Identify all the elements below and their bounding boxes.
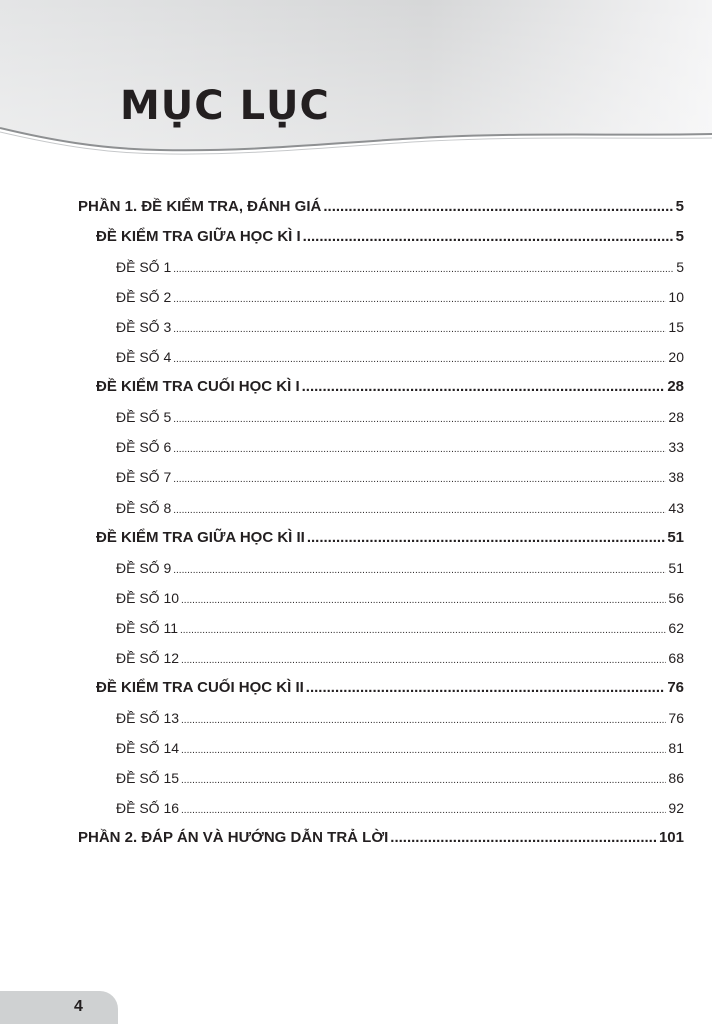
- toc-entry-page: 81: [668, 739, 684, 756]
- toc-dot-leader: [303, 226, 674, 248]
- toc-entry-page: 68: [668, 649, 684, 666]
- page-number: 4: [74, 998, 83, 1015]
- toc-dot-leader: [181, 770, 666, 792]
- toc-entry-page: 15: [668, 319, 684, 336]
- toc-subentry[interactable]: [116, 256, 684, 278]
- toc-entry-page: 43: [668, 499, 684, 516]
- toc-dot-leader: [173, 259, 674, 281]
- toc-subentry[interactable]: [116, 617, 684, 639]
- toc-subentry[interactable]: [116, 436, 684, 458]
- toc-section[interactable]: [96, 677, 684, 699]
- toc-entry-label: PHẦN 2. ĐÁP ÁN VÀ HƯỚNG DẪN TRẢ LỜI: [78, 829, 389, 847]
- toc-section[interactable]: [96, 527, 684, 549]
- toc-subentry[interactable]: [116, 557, 684, 579]
- toc-entry-label: ĐỀ SỐ 14: [116, 739, 180, 756]
- toc-entry-label: ĐỀ SỐ 16: [116, 800, 180, 816]
- toc-subentry[interactable]: [116, 286, 684, 308]
- toc-entry-page: 92: [668, 800, 684, 816]
- toc-entry-label: ĐỀ SỐ 6: [116, 439, 172, 456]
- toc-dot-leader: [173, 409, 666, 431]
- toc-dot-leader: [173, 500, 666, 522]
- toc-subentry[interactable]: [116, 406, 684, 428]
- toc-entry-page: 56: [668, 589, 684, 606]
- toc-entry-page: 51: [667, 528, 684, 546]
- toc-entry-page: 20: [668, 349, 684, 366]
- toc-entry-label: ĐỀ SỐ 3: [116, 319, 172, 336]
- toc-entry-label: PHẦN 1. ĐỀ KIỂM TRA, ĐÁNH GIÁ: [78, 198, 322, 215]
- toc-dot-leader: [173, 349, 666, 371]
- toc-dot-leader: [307, 527, 665, 549]
- toc-entry-page: 62: [668, 619, 684, 636]
- toc-entry-label: ĐỀ KIỂM TRA GIỮA HỌC KÌ II: [96, 528, 305, 546]
- toc-dot-leader: [180, 620, 666, 642]
- toc-subentry[interactable]: [116, 346, 684, 368]
- toc-dot-leader: [173, 560, 666, 582]
- toc-entry-page: 5: [675, 198, 684, 215]
- toc-section[interactable]: [96, 226, 684, 248]
- header-wave-graphic: [0, 0, 712, 180]
- toc-entry-label: ĐỀ SỐ 9: [116, 559, 172, 576]
- toc-subentry[interactable]: [116, 497, 684, 519]
- toc-dot-leader: [173, 319, 666, 341]
- toc-entry-label: ĐỀ SỐ 11: [116, 619, 178, 636]
- page-title: MỤC LỤC: [120, 83, 330, 129]
- toc-entry-page: 86: [668, 769, 684, 786]
- toc-entry-page: 76: [668, 709, 684, 726]
- toc-dot-leader: [173, 289, 666, 311]
- toc-entry-page: 28: [668, 409, 684, 426]
- toc-entry-page: 28: [667, 378, 684, 396]
- toc-entry-page: 33: [668, 439, 684, 456]
- toc-entry-page: 5: [675, 228, 684, 246]
- toc-dot-leader: [173, 439, 666, 461]
- toc-subentry[interactable]: [116, 797, 684, 819]
- toc-entry-label: ĐỀ SỐ 12: [116, 649, 180, 666]
- toc-entry-label: ĐỀ SỐ 2: [116, 289, 172, 306]
- toc-subentry[interactable]: [116, 587, 684, 609]
- toc-entry-page: 76: [667, 678, 684, 696]
- toc-subentry[interactable]: [116, 466, 684, 488]
- toc-dot-leader: [181, 650, 666, 672]
- toc-entry-label: ĐỀ SỐ 15: [116, 769, 180, 786]
- toc-entry-label: ĐỀ SỐ 5: [116, 409, 172, 426]
- toc-dot-leader: [302, 376, 666, 398]
- toc-subentry[interactable]: [116, 737, 684, 759]
- toc-section[interactable]: [96, 376, 684, 398]
- toc-part[interactable]: [78, 827, 684, 849]
- toc-entry-page: 10: [668, 289, 684, 306]
- toc-entry-label: ĐỀ KIỂM TRA GIỮA HỌC KÌ I: [96, 228, 301, 246]
- toc-entry-label: ĐỀ SỐ 10: [116, 589, 180, 606]
- toc-dot-leader: [306, 677, 666, 699]
- toc-entry-label: ĐỀ SỐ 4: [116, 349, 172, 366]
- page-number-tab: [0, 991, 118, 1024]
- toc-subentry[interactable]: [116, 647, 684, 669]
- toc-part[interactable]: [78, 196, 684, 218]
- toc-dot-leader: [181, 740, 666, 762]
- toc-entry-page: 5: [676, 259, 684, 276]
- toc-dot-leader: [181, 590, 666, 612]
- toc-dot-leader: [181, 800, 666, 822]
- toc-entry-label: ĐỀ SỐ 7: [116, 469, 172, 486]
- toc-subentry[interactable]: [116, 316, 684, 338]
- toc-entry-page: 51: [668, 559, 684, 576]
- toc-entry-label: ĐỀ SỐ 13: [116, 709, 180, 726]
- toc-entry-label: ĐỀ KIỂM TRA CUỐI HỌC KÌ I: [96, 378, 300, 396]
- toc-entry-page: 101: [658, 829, 684, 847]
- toc-subentry[interactable]: [116, 707, 684, 729]
- toc-dot-leader: [323, 196, 673, 218]
- toc-subentry[interactable]: [116, 767, 684, 789]
- toc-entry-label: ĐỀ SỐ 8: [116, 499, 172, 516]
- toc-entry-label: ĐỀ KIỂM TRA CUỐI HỌC KÌ II: [96, 678, 304, 696]
- toc-entry-page: 38: [668, 469, 684, 486]
- toc-dot-leader: [181, 710, 666, 732]
- toc-entry-label: ĐỀ SỐ 1: [116, 259, 172, 276]
- header-banner: [0, 0, 712, 180]
- toc-dot-leader: [390, 827, 657, 849]
- toc-dot-leader: [173, 469, 666, 491]
